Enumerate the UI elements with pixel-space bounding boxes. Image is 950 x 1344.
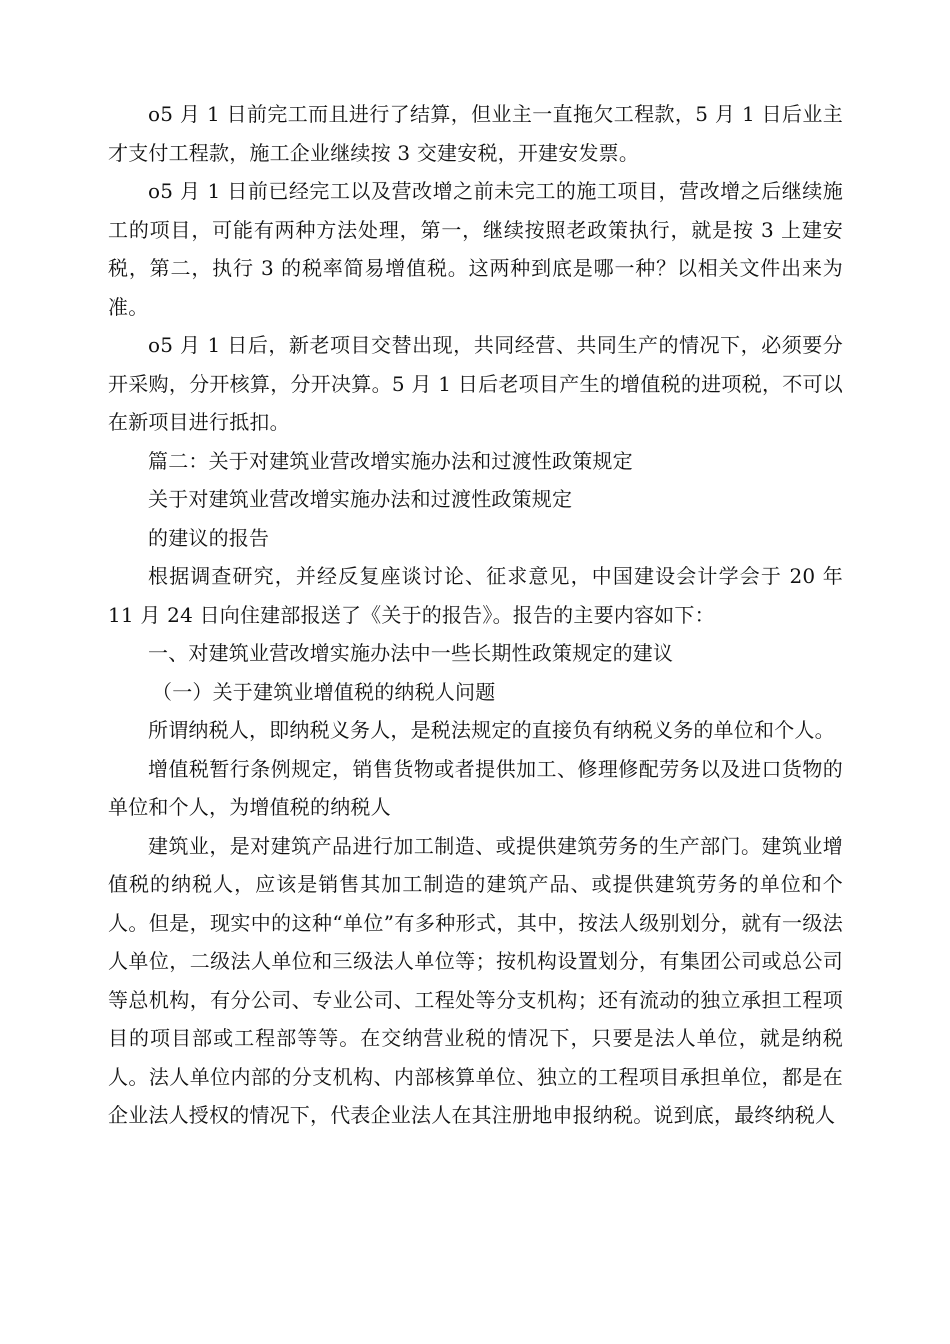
paragraph-construction-industry: 建筑业，是对建筑产品进行加工制造、或提供建筑劳务的生产部门。建筑业增值税的纳税人，应该是销售其加工制造的建筑产品、或提供建筑劳务的单位和个人。但是，现实中的这种“单位”有多种形式，其中，按法人级别划分，就有一级法人单位，二级法人单位和三级法人单位等；按机构设置划分，有集团公司或总公司等总机构，有分公司、专业公司、工程处等分支机构；还有流动的独立承担工程项目的项目部或工程部等等。在交纳营业税的情况下，只要是法人单位，就是纳税人。法人单位内部的分支机构、内部核算单位、独立的工程项目承担单位，都是在企业法人授权的情况下，代表企业法人在其注册地申报纳税。说到底，最终纳税人 — [108, 833, 843, 1127]
report-title-line-2: 的建议的报告 — [148, 525, 270, 550]
report-title-line-1: 关于对建筑业营改增实施办法和过渡性政策规定 — [148, 487, 573, 511]
paragraph-report-intro: 根据调查研究，并经反复座谈讨论、征求意见，中国建设会计学会于 20 年 11 月 24 日向住建部报送了《关于的报告》。报告的主要内容如下： — [108, 564, 843, 627]
paragraph-completed-before-may: o5 月 1 日前完工而且进行了结算，但业主一直拖欠工程款，5 月 1 日后业主才支付工程款，施工企业继续按 3 交建安税，开建安发票。 — [108, 102, 843, 165]
paragraph-unfinished-projects: o5 月 1 日前已经完工以及营改增之前未完工的施工项目，营改增之后继续施工的项目，可能有两种方法处理，第一，继续按照老政策执行，就是按 3 上建安税，第二，执行 3 的税率简易增值税。这两种到底是哪一种？以相关文件出来为准。 — [108, 179, 843, 319]
subheading-taxpayer-issue: （一）关于建筑业增值税的纳税人问题 — [152, 679, 496, 704]
section-heading-part-two: 篇二：关于对建筑业营改增实施办法和过渡性政策规定 — [148, 448, 633, 473]
paragraph-vat-regulation: 增值税暂行条例规定，销售货物或者提供加工、修理修配劳务以及进口货物的单位和个人，为增值税的纳税人 — [108, 756, 843, 819]
heading-long-term-policy: 一、对建筑业营改增实施办法中一些长期性政策规定的建议 — [148, 641, 674, 665]
paragraph-new-old-projects: o5 月 1 日后，新老项目交替出现，共同经营、共同生产的情况下，必须要分开采购，分开核算，分开决算。5 月 1 日后老项目产生的增值税的进项税，不可以在新项目进行抵扣。 — [108, 333, 843, 434]
document-body — [108, 95, 843, 1135]
paragraph-taxpayer-definition: 所谓纳税人，即纳税义务人，是税法规定的直接负有纳税义务的单位和个人。 — [148, 718, 835, 742]
